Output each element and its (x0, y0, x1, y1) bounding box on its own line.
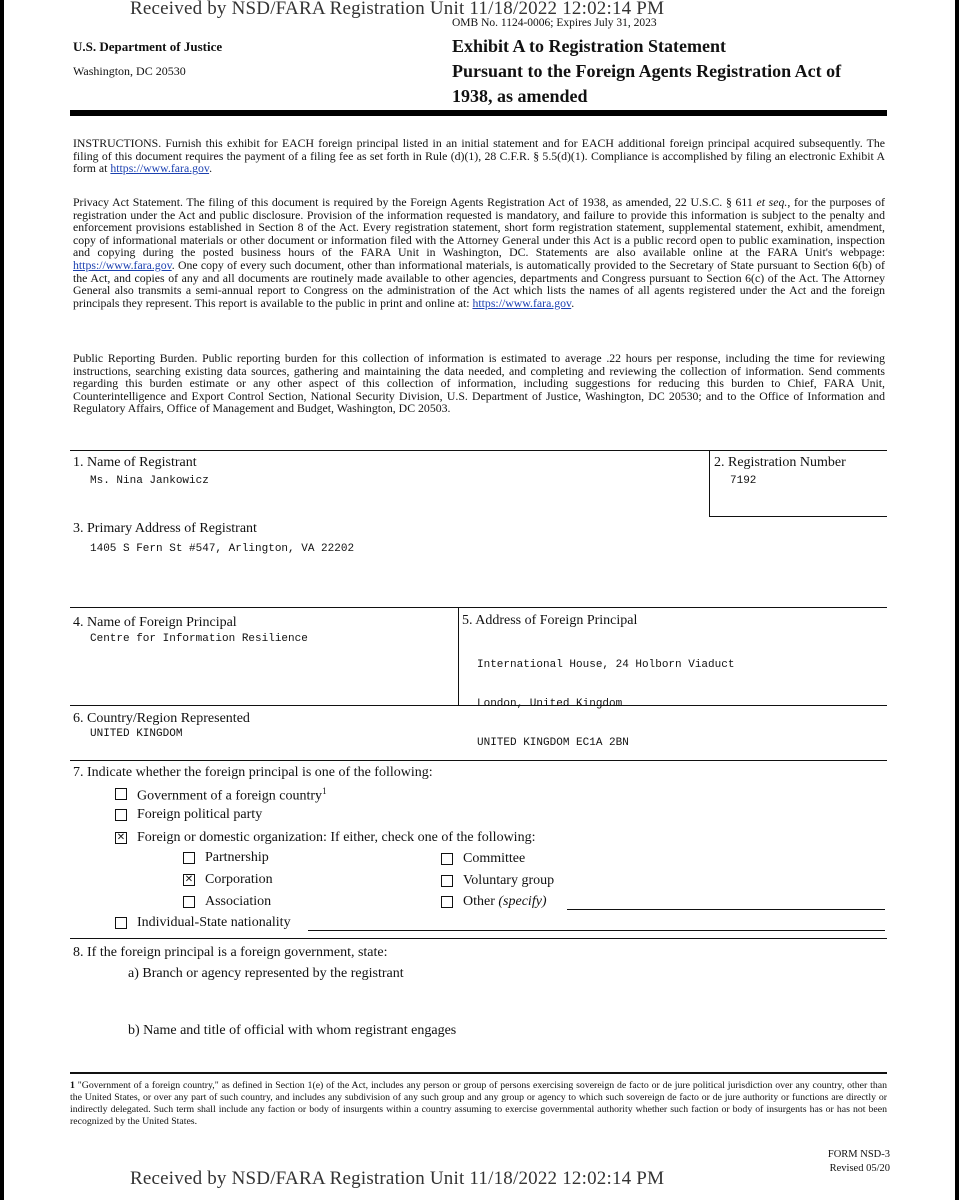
title-line-1: Exhibit A to Registration Statement (452, 36, 726, 56)
registrant-address-field[interactable]: 1405 S Fern St #547, Arlington, VA 22202 (90, 543, 355, 555)
registration-number-field[interactable]: 7192 (730, 475, 757, 487)
option-government-text: Government of a foreign country (137, 788, 323, 804)
checkbox-government[interactable] (115, 788, 127, 800)
footnote-text: "Government of a foreign country," as defined in Section 1(e) of the Act, includes any person or group of persons exercising sovereign de facto or de jure political jurisdiction over any country, other than the United States, or over any part of such country, and includes any subdivision of any such group and any group or agency to which such sovereign de facto or de jure authority or functions are directly or indirectly delegated. Such term shall include any faction or body of insurgents within a country assuming to exercise governmental authority whether such faction or body of insurgents has or has not been recognized by the United States. (70, 1080, 887, 1127)
option-other-text: Other (463, 894, 495, 909)
q3-label: 3. Primary Address of Registrant (73, 521, 257, 536)
option-partnership: Partnership (205, 850, 269, 865)
q7-bottom-line (70, 938, 887, 939)
title-line-2: Pursuant to the Foreign Agents Registration Act of (452, 61, 842, 81)
form-revision: Revised 05/20 (829, 1163, 890, 1174)
q2-label: 2. Registration Number (714, 455, 846, 470)
form-top-line (70, 450, 887, 451)
q8-bottom-line (70, 1072, 887, 1074)
country-represented-field[interactable]: UNITED KINGDOM (90, 728, 183, 740)
q2-bottom-line (709, 516, 887, 517)
foreign-principal-name-field[interactable]: Centre for Information Resilience (90, 633, 308, 645)
privacy-text-2: , for the purposes of registration under the Act and public disclosure. Provision of the information requested is mandatory, and failure to provide this information is subject to the penalty and enforcement provisions established in Section 8 of the Act. Every registration statement, short form registration statement, supplemental statement, exhibit, amendment, copy of informational materials or other document or information filed with the Attorney General under this Act is a public record open to public examination, inspection and copying during the posted business hours of the FARA Unit in Washington, DC. Statements are also available online at the FARA Unit's webpage: (73, 195, 885, 260)
q3-bottom-line (70, 607, 887, 608)
privacy-text-3: . One copy of every such document, other than informational materials, is automatically provided to the Secretary of State pursuant to Section 6(b) of the Act, and copies of any and all documents are routinely made available to other agencies, departments and Congress pursuant to Section 6(c) of the Act. The Attorney General also transmits a semi-annual report to Congress on the administration of the Act which lists the names of all agents registered under the Act and the foreign principals they represent. This report is available to the public in print and online at: (73, 257, 885, 310)
q4-label: 4. Name of Foreign Principal (73, 615, 237, 630)
title-line-3: 1938, as amended (452, 86, 588, 106)
checkbox-committee[interactable] (441, 853, 453, 865)
q7-label: 7. Indicate whether the foreign principal is one of the following: (73, 765, 433, 780)
q8b-label: b) Name and title of official with whom registrant engages (128, 1023, 457, 1038)
privacy-et-seq: et seq. (756, 195, 788, 209)
q6-label: 6. Country/Region Represented (73, 711, 250, 726)
option-other (463, 894, 547, 910)
q8-label: 8. If the foreign principal is a foreign government, state: (73, 945, 388, 960)
q8a-label: a) Branch or agency represented by the registrant (128, 966, 404, 981)
option-other-specify: (specify) (498, 894, 547, 909)
registrant-name-field[interactable]: Ms. Nina Jankowicz (90, 475, 209, 487)
privacy-statement (73, 196, 885, 309)
q1-label: 1. Name of Registrant (73, 455, 197, 470)
checkbox-other[interactable] (441, 896, 453, 908)
address-line-3: UNITED KINGDOM EC1A 2BN (477, 737, 629, 749)
foreign-principal-address-field[interactable] (477, 633, 734, 763)
footnote (70, 1080, 887, 1128)
department-location: Washington, DC 20530 (73, 64, 186, 78)
document-title (452, 34, 912, 109)
option-individual: Individual-State nationality (137, 915, 291, 930)
checkbox-association[interactable] (183, 896, 195, 908)
left-border (0, 0, 4, 1200)
fara-link-privacy-2[interactable]: https://www.fara.gov (472, 295, 572, 310)
fara-link-instructions[interactable]: https://www.fara.gov (110, 161, 210, 176)
divider-1-2 (709, 450, 710, 516)
checkbox-organization[interactable]: ✕ (116, 832, 126, 843)
option-committee: Committee (463, 851, 526, 866)
footnote-ref: 1 (322, 786, 327, 796)
received-stamp-bottom: Received by NSD/FARA Registration Unit 11/18/2022 12:02:14 PM (130, 1168, 665, 1189)
footnote-number: 1 (70, 1080, 75, 1091)
option-corporation: Corporation (205, 872, 273, 887)
privacy-text-4: . (571, 295, 575, 310)
right-border (955, 0, 959, 1200)
checkbox-voluntary-group[interactable] (441, 875, 453, 887)
other-specify-input[interactable] (567, 909, 885, 910)
received-stamp-top: Received by NSD/FARA Registration Unit 11/18/2022 12:02:14 PM (130, 0, 665, 19)
privacy-text-1: Privacy Act Statement. The filing of this document is required by the Foreign Agents Registration Act of 1938, as amended, 22 U.S.C. § 611 (73, 195, 757, 209)
form-id (828, 1148, 890, 1176)
omb-number: OMB No. 1124-0006; Expires July 31, 2023 (452, 17, 657, 29)
address-line-1: International House, 24 Holborn Viaduct (477, 659, 735, 671)
q5-label: 5. Address of Foreign Principal (462, 613, 638, 628)
option-voluntary-group: Voluntary group (463, 873, 555, 888)
checkbox-corporation[interactable]: ✕ (184, 874, 194, 885)
instructions-text: INSTRUCTIONS. Furnish this exhibit for EACH foreign principal listed in an initial statement and for EACH additional foreign principal acquired subsequently. The filing of this document requires the payment of a filing fee as set forth in Rule (d)(1), 28 C.F.R. § 5.5(d)(1). Compliance is accomplished by filing an electronic Exhibit A form at (73, 136, 885, 176)
header-rule (70, 110, 887, 116)
checkbox-partnership[interactable] (183, 852, 195, 864)
form-number: FORM NSD-3 (827, 1149, 890, 1160)
option-association: Association (205, 894, 272, 909)
individual-nationality-input[interactable] (308, 930, 885, 931)
option-government (137, 786, 327, 805)
checkbox-individual[interactable] (115, 917, 127, 929)
option-organization: Foreign or domestic organization: If either, check one of the following: (137, 830, 536, 845)
divider-4-5 (458, 607, 459, 705)
checkbox-political-party[interactable] (115, 809, 127, 821)
department-name: U.S. Department of Justice (73, 39, 223, 54)
fara-link-privacy-1[interactable]: https://www.fara.gov (73, 257, 172, 272)
option-political-party: Foreign political party (137, 807, 263, 822)
address-line-2: London, United Kingdom (477, 698, 623, 710)
instructions: INSTRUCTIONS. Furnish this exhibit for EACH foreign principal listed in an initial statement and for EACH additional foreign principal acquired subsequently. The filing of this document requires the payment of a filing fee as set forth in Rule (d)(1), 28 C.F.R. § 5.5(d)(1). Compliance is accomplished by filing an electronic Exhibit A form at https://www.fara.gov. (73, 136, 885, 176)
reporting-burden: Public Reporting Burden. Public reporting burden for this collection of information is estimated to average .22 hours per response, including the time for reviewing instructions, searching existing data sources, gathering and maintaining the data needed, and completing and reviewing the collection of information. Send comments regarding this burden estimate or any other aspect of this collection of information, including suggestions for reducing this burden to Chief, FARA Unit, Counterintelligence and Export Control Section, National Security Division, U.S. Department of Justice, Washington, DC 20530; and to the Office of Information and Regulatory Affairs, Office of Management and Budget, Washington, DC 20503. (73, 351, 885, 416)
